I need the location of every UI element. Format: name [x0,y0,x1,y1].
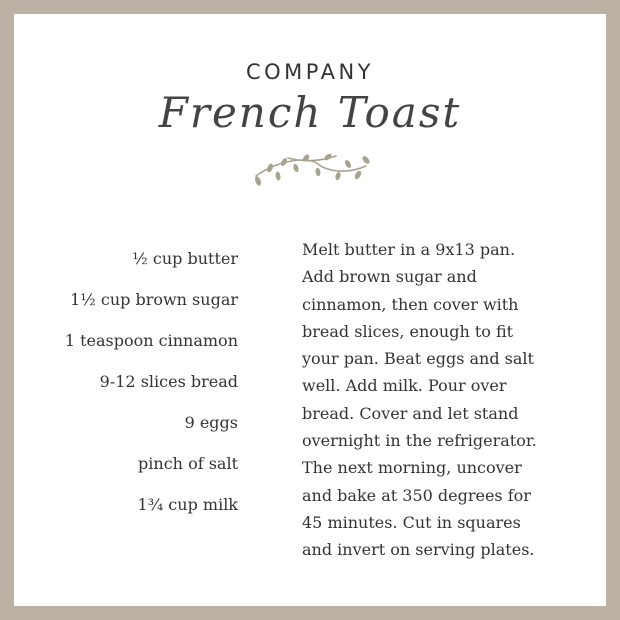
leafy-vine-icon [248,150,372,186]
ingredient-item: ½ cup butter [132,249,238,268]
ingredient-item: 1¾ cup milk [137,495,238,514]
ingredients-list [65,238,238,525]
ingredient-item: 1 teaspoon cinnamon [64,331,238,350]
ingredient-item: 9-12 slices bread [99,372,238,391]
recipe-title-top: COMPANY [245,60,375,84]
recipe-title: French Toast [158,88,462,137]
recipe-instructions: Melt butter in a 9x13 pan. Add brown sugar and cinnamon, then cover with bread slices, enough to fit your pan. Beat eggs and salt well. Add milk. Pour over bread. Cover and let stand overnight in the refrigerator. The next morning, uncover and bake at 350 degrees for 45 minutes. Cut in squares and invert on serving plates. [302,240,537,560]
ingredient-item: pinch of salt [138,454,238,473]
recipe-card [14,14,606,606]
ingredient-item: 1½ cup brown sugar [70,290,238,309]
ingredient-item: 9 eggs [184,413,238,432]
